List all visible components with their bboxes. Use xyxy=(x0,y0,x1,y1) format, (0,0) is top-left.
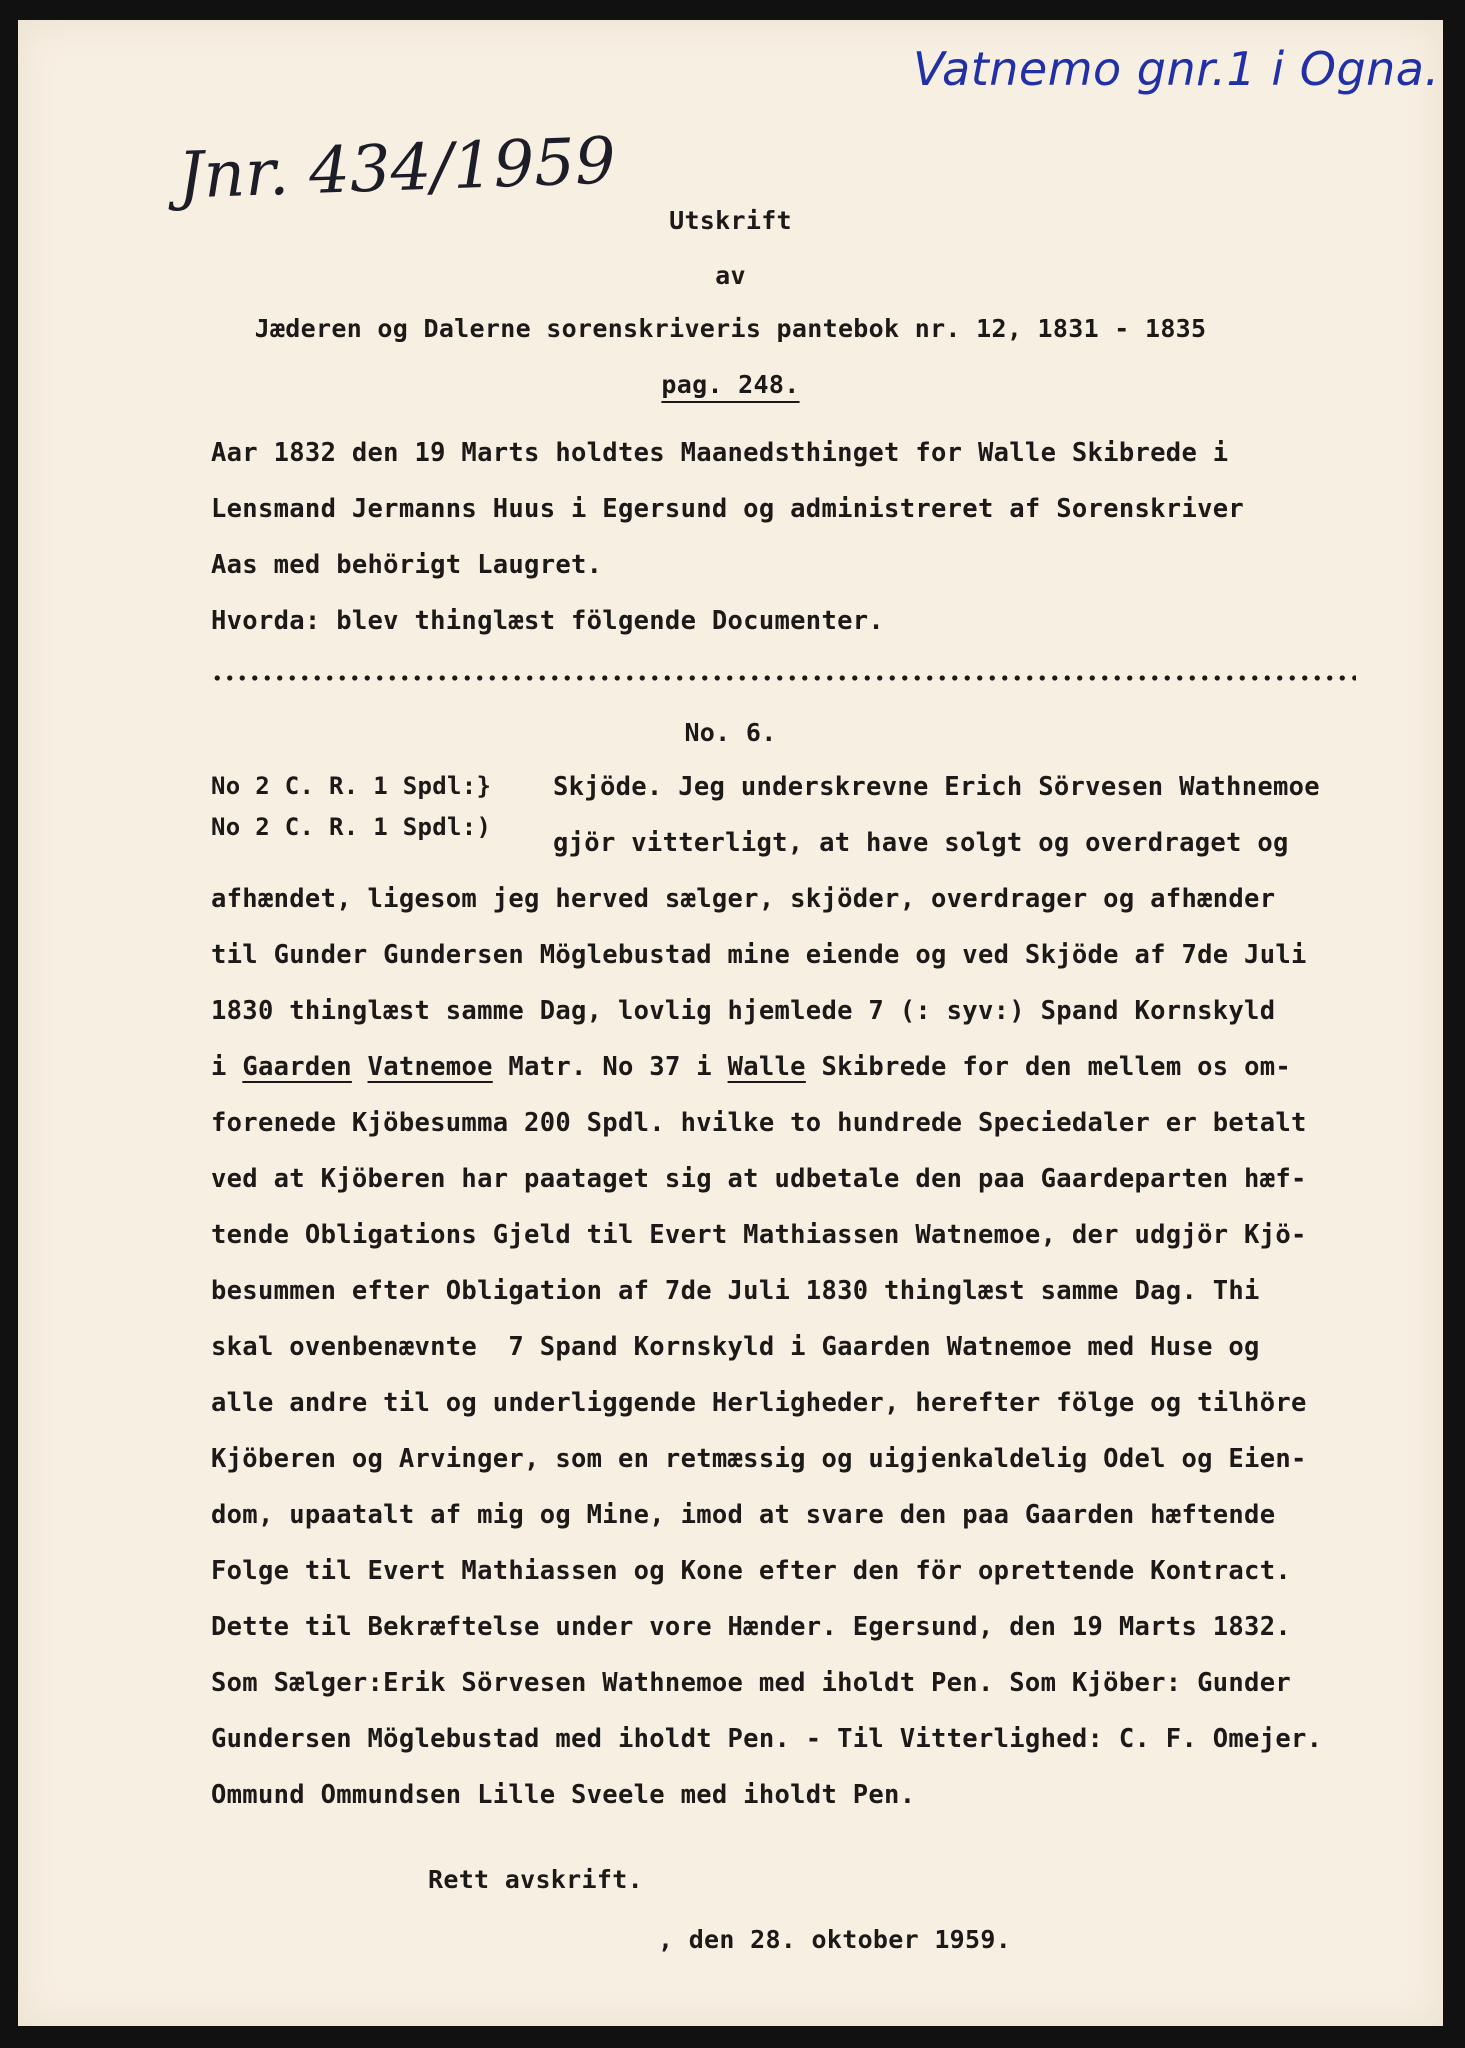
document-title: Utskrift xyxy=(669,206,792,235)
intro-line: Lensmand Jermanns Huus i Egersund og administreret af Sorenskriver xyxy=(211,494,1245,524)
document-page xyxy=(18,20,1443,2026)
entry-line: gjör vitterligt, at have solgt og overdraget og xyxy=(553,828,1289,858)
entry-line: Dette til Bekræftelse under vore Hænder. Egersund, den 19 Marts 1832. xyxy=(211,1612,1292,1642)
entry-line: forenede Kjöbesumma 200 Spdl. hvilke to hundrede Speciedaler er betalt xyxy=(211,1108,1307,1138)
page-reference: pag. 248. xyxy=(661,370,800,399)
certification-text: Rett avskrift. xyxy=(428,1865,643,1894)
entry-line: skal ovenbenævnte 7 Spand Kornskyld i Gaarden Watnemoe med Huse og xyxy=(211,1332,1260,1362)
intro-line: Hvorda: blev thinglæst fölgende Documenter. xyxy=(211,606,885,636)
entry-line: Kjöberen og Arvinger, som en retmæssig og uigjenkaldelig Odel og Eien- xyxy=(211,1444,1307,1474)
entry-line: Som Sælger:Erik Sörvesen Wathnemoe med iholdt Pen. Som Kjöber: Gunder xyxy=(211,1668,1292,1698)
entry-line: Folge til Evert Mathiassen og Kone efter den för oprettende Kontract. xyxy=(211,1556,1292,1586)
underlined-district-name: Walle xyxy=(727,1052,806,1082)
entry-number: No. 6. xyxy=(684,718,777,747)
text-segment: i xyxy=(211,1052,243,1082)
date-line: , den 28. oktober 1959. xyxy=(658,1925,1012,1954)
intro-line: Aar 1832 den 19 Marts holdtes Maanedsthinget for Walle Skibrede i xyxy=(211,438,1229,468)
intro-line: Aas med behörigt Laugret. xyxy=(211,550,603,580)
text-segment: Skibrede for den mellem os om- xyxy=(805,1052,1292,1082)
underlined-farm-name: Vatnemoe xyxy=(367,1052,493,1082)
text-segment: Matr. No 37 i xyxy=(492,1052,728,1082)
entry-line: til Gunder Gundersen Möglebustad mine eiende og ved Skjöde af 7de Juli xyxy=(211,940,1307,970)
entry-line: Skjöde. Jeg underskrevne Erich Sörvesen Wathnemoe xyxy=(553,772,1320,802)
entry-line: dom, upaatalt af mig og Mine, imod at svare den paa Gaarden hæftende xyxy=(211,1500,1276,1530)
entry-line: besummen efter Obligation af 7de Juli 1830 thinglæst samme Dag. Thi xyxy=(211,1276,1260,1306)
entry-line: ved at Kjöberen har paataget sig at udbetale den paa Gaardeparten hæf- xyxy=(211,1164,1307,1194)
entry-line: Gundersen Möglebustad med iholdt Pen. - Til Vitterlighed: C. F. Omejer. xyxy=(211,1724,1323,1754)
margin-note: No 2 C. R. 1 Spdl:) xyxy=(211,813,492,841)
dotted-separator xyxy=(211,673,1356,683)
text-segment xyxy=(352,1052,368,1082)
entry-line: Ommund Ommundsen Lille Sveele med iholdt Pen. xyxy=(211,1780,916,1810)
source-reference: Jæderen og Dalerne sorenskriveris pantebok nr. 12, 1831 - 1835 xyxy=(254,314,1207,343)
entry-line: afhændet, ligesom jeg herved sælger, skjöder, overdrager og afhænder xyxy=(211,884,1276,914)
document-subtitle: av xyxy=(715,261,746,290)
handwritten-property-note: Vatnemo gnr.1 i Ogna. xyxy=(913,42,1440,96)
handwritten-journal-number: Jnr. 434/1959 xyxy=(176,124,617,214)
margin-note: No 2 C. R. 1 Spdl:} xyxy=(211,772,492,800)
underlined-farm-name: Gaarden xyxy=(242,1052,352,1082)
entry-line: 1830 thinglæst samme Dag, lovlig hjemlede 7 (: syv:) Spand Kornskyld xyxy=(211,996,1276,1026)
entry-line: alle andre til og underliggende Herligheder, herefter fölge og tilhöre xyxy=(211,1388,1307,1418)
entry-line-with-underlines xyxy=(211,1052,1291,1082)
entry-line: tende Obligations Gjeld til Evert Mathiassen Watnemoe, der udgjör Kjö- xyxy=(211,1220,1307,1250)
